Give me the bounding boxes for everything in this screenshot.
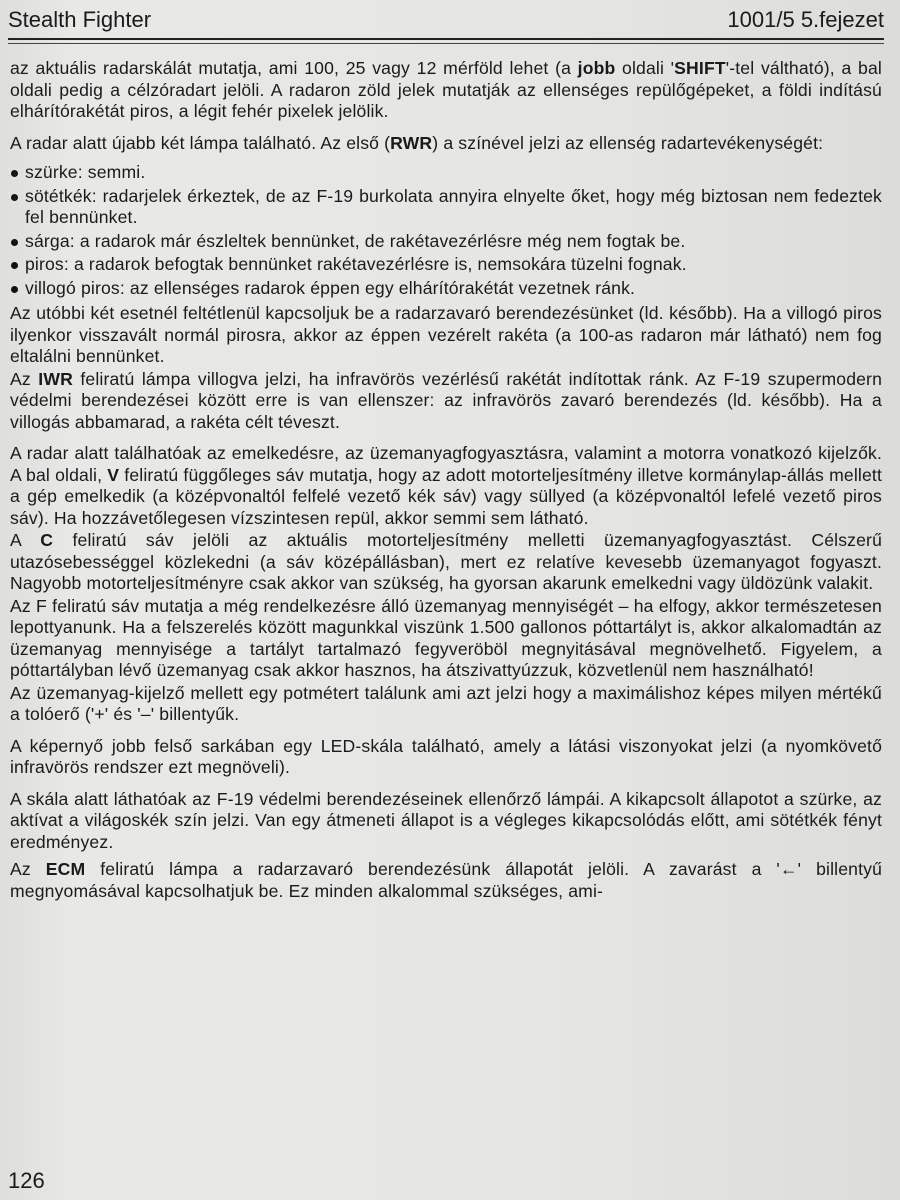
paragraph-throttle: Az üzemanyag-kijelző mellett egy potmétert találunk ami azt jelzi hogy a maximálishoz képes milyen mértékű a tolóerő ('+' és '–' billentyűk. <box>10 682 882 724</box>
text-run: ) a színével jelzi az ellenség radartevékenységét: <box>432 132 824 153</box>
body-text <box>10 58 882 912</box>
bold-term-ecm: ECM <box>45 859 86 879</box>
paragraph-c-bar <box>10 530 882 595</box>
list-item-text: villogó piros: az ellenséges radarok éppen egy elhárítórakétát vezetnek ránk. <box>25 277 636 298</box>
bold-term-c: C <box>40 530 54 550</box>
list-item-text: szürke: semmi. <box>25 162 146 182</box>
bold-term-rwr: RWR <box>390 132 433 153</box>
text-run: Az <box>10 859 46 879</box>
text-run: az aktuális radarskálát mutatja, ami 100, 25 vagy 12 mérföld lehet (a <box>10 58 578 78</box>
list-item <box>10 186 882 229</box>
text-run: feliratú lámpa a radarzavaró berendezésünk állapotát jelöli. A zavarást a '←' billentyű megnyomásával kapcsolhatjuk be. Ez minden alkalommal szükséges, ami- <box>10 859 883 901</box>
bullet-icon <box>11 262 18 269</box>
chapter-reference: 1001/5 5.fejezet <box>727 7 884 32</box>
bullet-icon <box>11 239 18 246</box>
text-run: feliratú sáv jelöli az aktuális motorteljesítmény melletti üzemanyagfogyasztást. Célszerű utazósebességgel közlekedni (a sáv középállásban), mert ez relatíve kevesebb üzemanyagot fogyaszt. Nagyobb motorteljesítményre csak akkor van szükség, ha gyorsan akarunk emelkedni vagy üldözünk valakit. <box>10 530 882 593</box>
bold-term-shift: SHIFT <box>674 58 726 78</box>
list-item <box>10 254 882 276</box>
paragraph-f-bar: Az F feliratú sáv mutatja a még rendelkezésre álló üzemanyag mennyiségét – ha elfogy, akkor természetesen lepottyanunk. Ha a felszerelés között magunkkal viszünk 1.500 gallonos póttartályt is, akkor alkalomadtán az üzemanyag mennyisége a tartályt tartalmazó fegyveröböl megnyitásával megnövelhető. Figyelem, a póttartályban lévő üzemanyag csak akkor hasznos, ha átszivattyúzzuk, közvetlenül nem használható! <box>10 595 882 680</box>
list-item <box>10 231 882 253</box>
paragraph-iwr <box>10 369 882 434</box>
bullet-icon <box>11 170 18 177</box>
paragraph-ecm <box>10 859 882 902</box>
text-run: A radar alatt újabb két lámpa található. Az első ( <box>10 132 391 153</box>
paragraph-led-scale: A képernyő jobb felső sarkában egy LED-skála található, amely a látási viszonyokat jelzi (a nyomkövető infravörös rendszer ezt megnöveli). <box>10 735 882 777</box>
list-item <box>10 278 882 300</box>
text-run: A <box>10 530 41 550</box>
paragraph-defense-lamps: A skála alatt láthatóak az F-19 védelmi berendezéseinek ellenőrző lámpái. A kikapcsolt állapotot a szürke, az aktívat a világoskék szín jelzi. Van egy átmeneti állapot is a végleges kikapcsolódás előtt, ami sötétkék fényt eredményez. <box>10 788 882 852</box>
list-item <box>10 162 882 184</box>
paragraph-v-bar <box>10 443 882 529</box>
paragraph-jammer-advice: Az utóbbi két esetnél feltétlenül kapcsoljuk be a radarzavaró berendezésünket (ld. később). Ha a villogó piros ilyenkor visszavált normál pirosra, akkor az éppen vezérelt rakéta (a 100-as radaron már látható) nem fog eltalálni bennünket. <box>10 303 882 366</box>
text-run: oldali ' <box>615 58 675 78</box>
rwr-color-list <box>10 162 882 299</box>
text-run: A radar alatt találhatóak az emelkedésre, az üzemanyagfogyasztásra, valamint a motorra vonatkozó kijelzők. A bal oldali, <box>10 443 882 485</box>
text-run: Az <box>10 368 39 389</box>
list-item-text: sárga: a radarok már észleltek bennünket, de rakétavezérlésre még nem fogtak be. <box>25 230 686 251</box>
text-run: '-tel váltható), a bal oldali pedig a célzóradart jelöli. A radaron zöld jelek mutatják az ellenséges repülőgépeket, a földi indítású elhárítórakétát piros, a légit fehér pixelek jelölik. <box>10 58 882 121</box>
bold-term-v: V <box>107 464 120 485</box>
bold-term-iwr: IWR <box>38 368 73 389</box>
page-number: 126 <box>8 1168 45 1193</box>
paragraph-radar-scale <box>10 58 882 123</box>
paragraph-rwr-intro <box>10 133 882 155</box>
list-item-text: piros: a radarok befogtak bennünket rakétavezérlésre is, nemsokára tüzelni fognak. <box>25 254 687 274</box>
bullet-icon <box>11 194 18 201</box>
text-run: feliratú lámpa villogva jelzi, ha infravörös vezérlésű rakétát indítottak ránk. Az F-19 szupermodern védelmi berendezései között erre is van ellenszer: az infravörös zavaró berendezés (ld. később). Ha a villogás abbamarad, a rakéta célt téveszt. <box>10 368 883 432</box>
bold-term-jobb: jobb <box>577 58 616 78</box>
running-header <box>8 4 884 40</box>
bullet-icon <box>11 286 18 293</box>
text-run: feliratú függőleges sáv mutatja, hogy az adott motorteljesítmény illetve kormánylap-állás mellett a gép emelkedik (a középvonaltól felfelé vezető kék sáv) vagy süllyed (a középvonaltól lefelé vezető piros sáv). Ha hozzávetőlegesen vízszintesen repül, akkor semmi sem látható. <box>10 464 882 528</box>
list-item-text: sötétkék: radarjelek érkeztek, de az F-19 burkolata annyira elnyelte őket, hogy még biztosan nem fedeztek fel bennünket. <box>25 185 882 227</box>
book-title: Stealth Fighter <box>8 7 152 32</box>
